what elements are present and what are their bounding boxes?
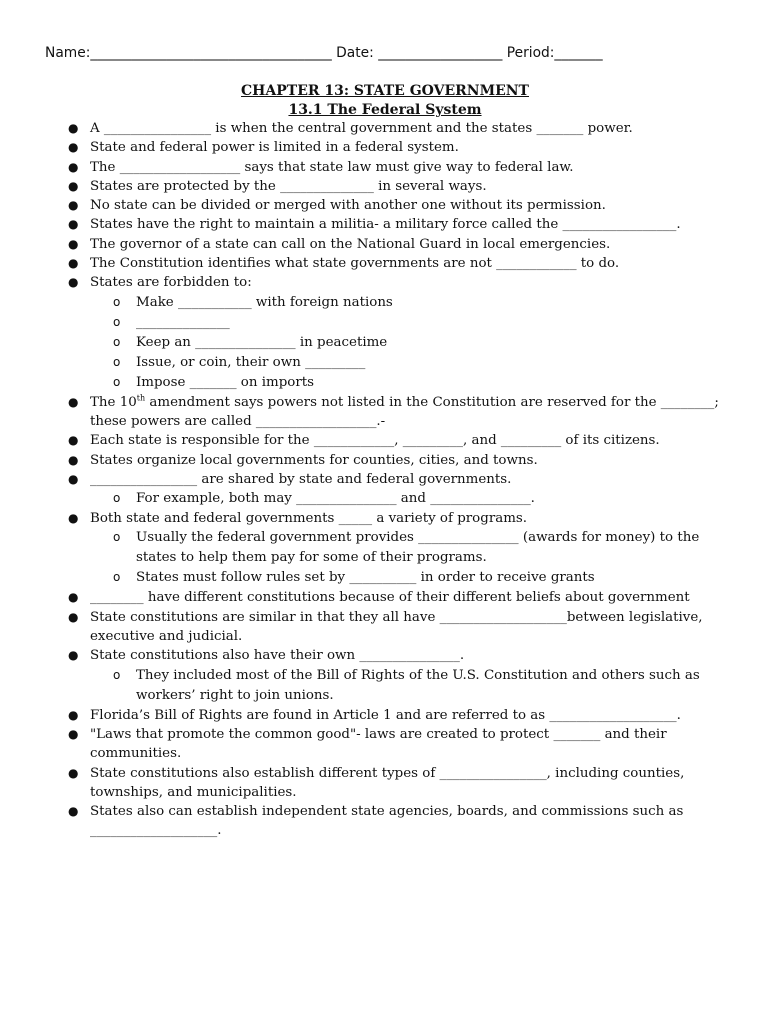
sub-list-item: o Make ___________ with foreign nations — [90, 293, 730, 313]
list-item-tenth-amendment: ● The 10th amendment says powers not listed in the Constitution are reserved for the ________; these powers are called __________________.- — [0, 393, 770, 432]
list-item: ● States have the right to maintain a militia- a military force called the _________________. — [0, 215, 770, 234]
list-item: ● States are protected by the ______________ in several ways. — [0, 177, 770, 196]
sub-list-item: o For example, both may _______________ and _______________. — [90, 489, 730, 509]
sub-list-item: o They included most of the Bill of Rights of the U.S. Constitution and others such as workers’ right to join unions. — [90, 666, 730, 706]
example-sublist — [90, 489, 730, 509]
forbidden-sublist — [90, 293, 730, 393]
list-item-text: Both state and federal governments _____ a variety of programs. — [90, 511, 528, 527]
list-item: ● States organize local governments for counties, cities, and towns. — [0, 451, 770, 470]
list-item-text: ________________ are shared by state and federal governments. — [90, 471, 512, 487]
name-date-period-line: Name:___________________________________ Date: __________________ Period:_______ — [45, 45, 603, 61]
list-item: ● States also can establish independent state agencies, boards, and commissions such as ___________________. — [0, 802, 770, 841]
list-item: ● No state can be divided or merged with another one without its permission. — [0, 196, 770, 215]
list-item: ● Florida’s Bill of Rights are found in Article 1 and are referred to as ___________________. — [0, 706, 770, 725]
section-title: 13.1 The Federal System — [288, 102, 482, 118]
rights-sublist — [90, 666, 730, 706]
sub-list-item: o Issue, or coin, their own _________ — [90, 353, 730, 373]
list-item: ● The Constitution identifies what state governments are not ____________ to do. — [0, 254, 770, 273]
list-item: ● The governor of a state can call on the National Guard in local emergencies. — [0, 235, 770, 254]
programs-sublist — [90, 528, 730, 588]
list-item: ● State constitutions are similar in that they all have ___________________between legislative, executive and judicial. — [0, 608, 770, 647]
sub-list-item: o Keep an _______________ in peacetime — [90, 333, 730, 353]
list-item-own-rights — [0, 646, 770, 705]
notes-list — [0, 119, 770, 841]
list-item: ● The __________________ says that state law must give way to federal law. — [0, 158, 770, 177]
sub-list-item: o Impose _______ on imports — [90, 373, 730, 393]
list-item: ● "Laws that promote the common good"- laws are created to protect _______ and their communities. — [0, 725, 770, 764]
sub-list-item: o States must follow rules set by __________ in order to receive grants — [90, 568, 730, 588]
list-item-shared-powers — [0, 470, 770, 509]
sub-list-item: o Usually the federal government provides _______________ (awards for money) to the states to help them pay for some of their programs. — [90, 528, 730, 568]
list-item: ● Each state is responsible for the ____________, _________, and _________ of its citizens. — [0, 431, 770, 450]
list-item: ● State constitutions also establish different types of ________________, including counties, townships, and municipalities. — [0, 764, 770, 803]
list-item-forbidden — [0, 273, 770, 392]
list-item: ● A ________________ is when the central government and the states _______ power. — [0, 119, 770, 138]
title-block — [0, 82, 770, 120]
list-item-text: State constitutions also have their own _______________. — [90, 648, 465, 664]
chapter-title: CHAPTER 13: STATE GOVERNMENT — [241, 83, 529, 99]
list-item: ● State and federal power is limited in a federal system. — [0, 138, 770, 157]
list-item: ● ________ have different constitutions because of their different beliefs about government — [0, 588, 770, 607]
sub-list-item: o ______________ — [90, 313, 730, 333]
list-item-programs — [0, 509, 770, 588]
list-item-text: States are forbidden to: — [90, 275, 252, 291]
